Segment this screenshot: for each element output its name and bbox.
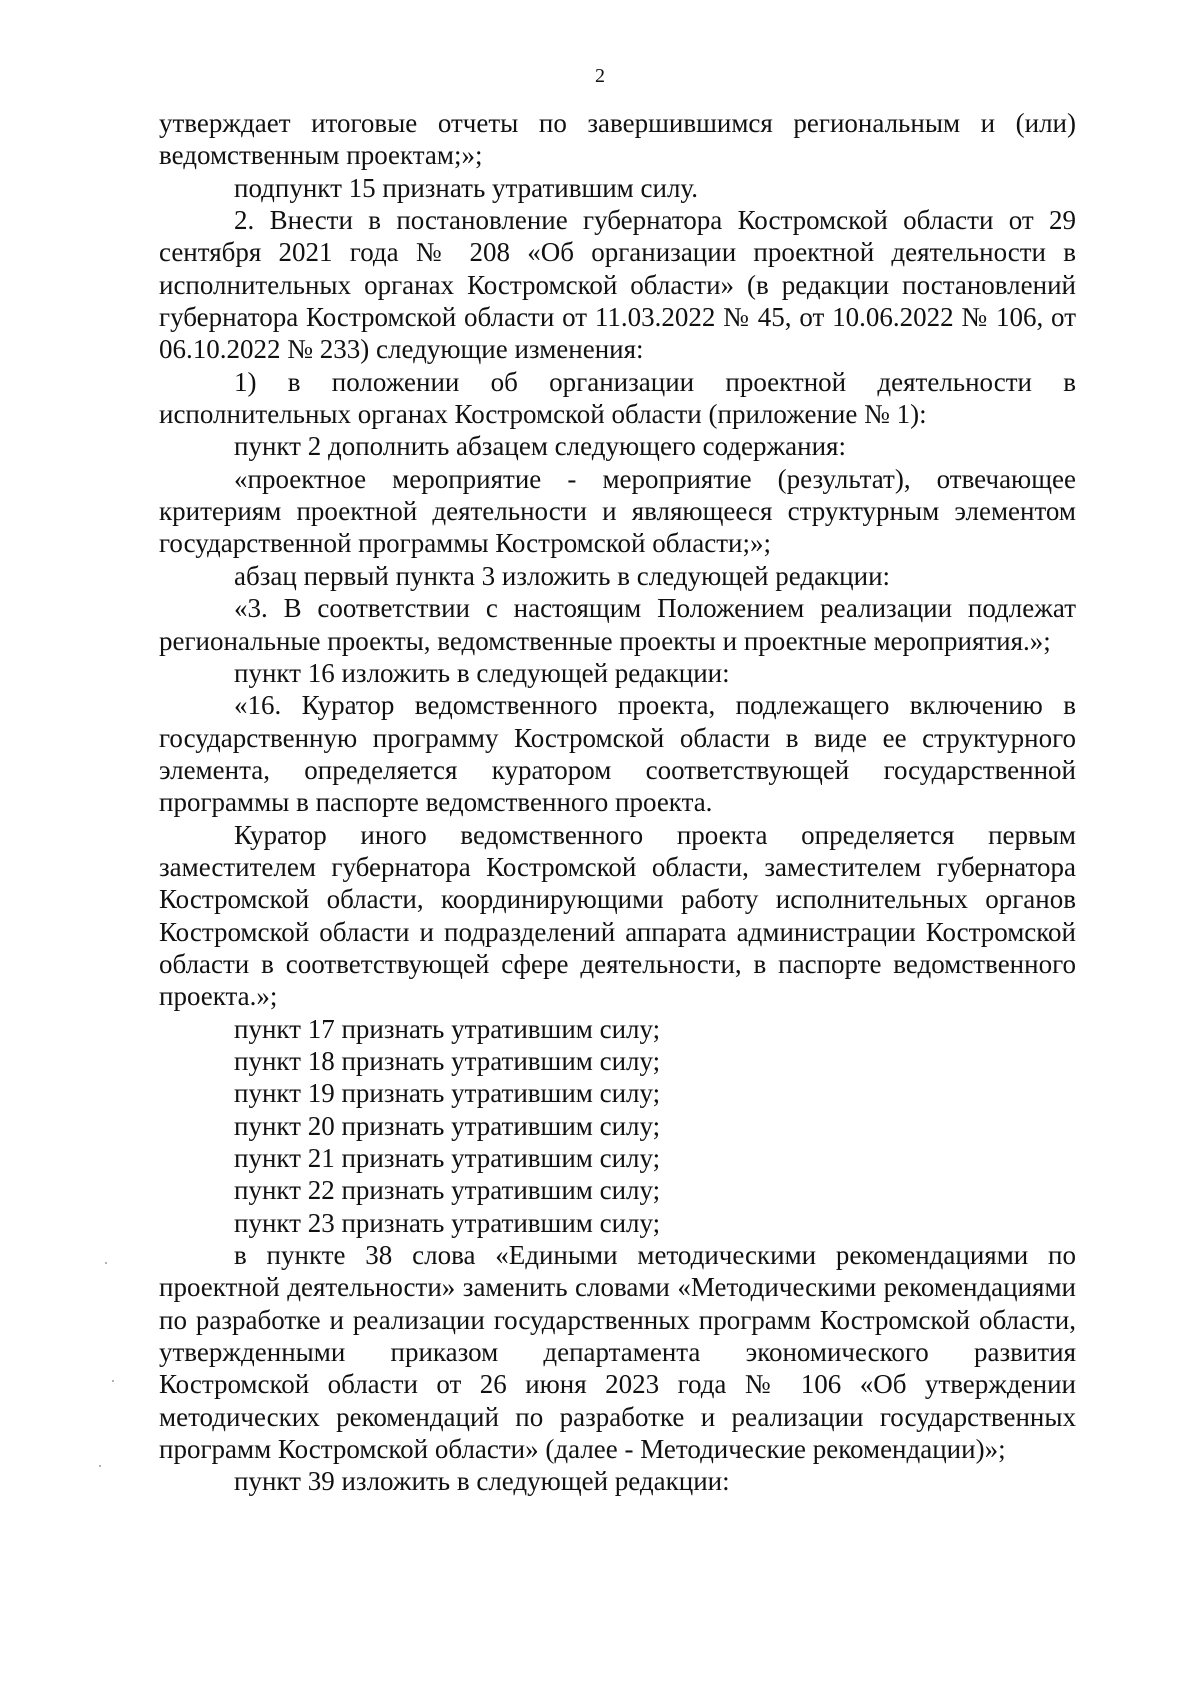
paragraph: пункт 23 признать утратившим силу; [234, 1207, 661, 1238]
scan-speck [112, 1380, 114, 1382]
document-body [159, 107, 1076, 1498]
scan-speck [99, 1465, 101, 1467]
paragraph: пункт 20 признать утратившим силу; [234, 1110, 661, 1141]
paragraph: в пункте 38 слова «Едиными методическими рекомендациями по проектной деятельности» заменить словами «Методическими рекомендациями по разработке и реализации государственных программ Костромской области, утвержденными приказом департамента экономического развития Костромской области от 26 июня 2023 года № 106 «Об утверждении методических рекомендаций по разработке и реализации государственных программ Костромской области» (далее - Методические рекомендации)»; [159, 1240, 1076, 1465]
paragraph: пункт 2 дополнить абзацем следующего содержания: [234, 431, 846, 462]
paragraph: 2. Внести в постановление губернатора Костромской области от 29 сентября 2021 года № 208 «Об организации проектной деятельности в исполнительных органах Костромской области» (в редакции постановлений губернатора Костромской области от 11.03.2022 № 45, от 10.06.2022 № 106, от 06.10.2022 № 233) следующие изменения: [159, 205, 1076, 365]
paragraph: 1) в положении об организации проектной деятельности в исполнительных органах Костромской области (приложение № 1): [159, 366, 1076, 430]
paragraph: подпункт 15 признать утратившим силу. [234, 172, 698, 203]
paragraph: пункт 21 признать утратившим силу; [234, 1143, 661, 1173]
paragraph: пункт 39 изложить в следующей редакции: [234, 1466, 730, 1497]
scan-speck [105, 1262, 107, 1264]
paragraph: утверждает итоговые отчеты по завершившимся региональным и (или) ведомственным проектам;»; [159, 108, 1076, 171]
paragraph: абзац первый пункта 3 изложить в следующей редакции: [234, 560, 891, 591]
page-number: 2 [595, 65, 605, 87]
paragraph: пункт 17 признать утратившим силу; [234, 1013, 661, 1044]
paragraph: «16. Куратор ведомственного проекта, подлежащего включению в государственную программу Костромской области в виде ее структурного элемента, определяется куратором соответствующей государственной программы в паспорте ведомственного проекта. [159, 690, 1076, 818]
paragraph: пункт 19 признать утратившим силу; [234, 1078, 661, 1109]
paragraph: «3. В соответствии с настоящим Положением реализации подлежат региональные проекты, ведомственные проекты и проектные мероприятия.»; [159, 593, 1076, 656]
paragraph: пункт 18 признать утратившим силу; [234, 1045, 661, 1076]
paragraph: Куратор иного ведомственного проекта определяется первым заместителем губернатора Костромской области, заместителем губернатора Костромской области, координирующими работу исполнительных органов Костромской области и подразделений аппарата администрации Костромской области в соответствующей сфере деятельности, в паспорте ведомственного проекта.»; [159, 819, 1076, 1012]
paragraph: пункт 22 признать утратившим силу; [234, 1175, 661, 1206]
paragraph: «проектное мероприятие - мероприятие (результат), отвечающее критериям проектной деятельности и являющееся структурным элементом государственной программы Костромской области;»; [159, 463, 1076, 559]
paragraph: пункт 16 изложить в следующей редакции: [234, 657, 730, 688]
